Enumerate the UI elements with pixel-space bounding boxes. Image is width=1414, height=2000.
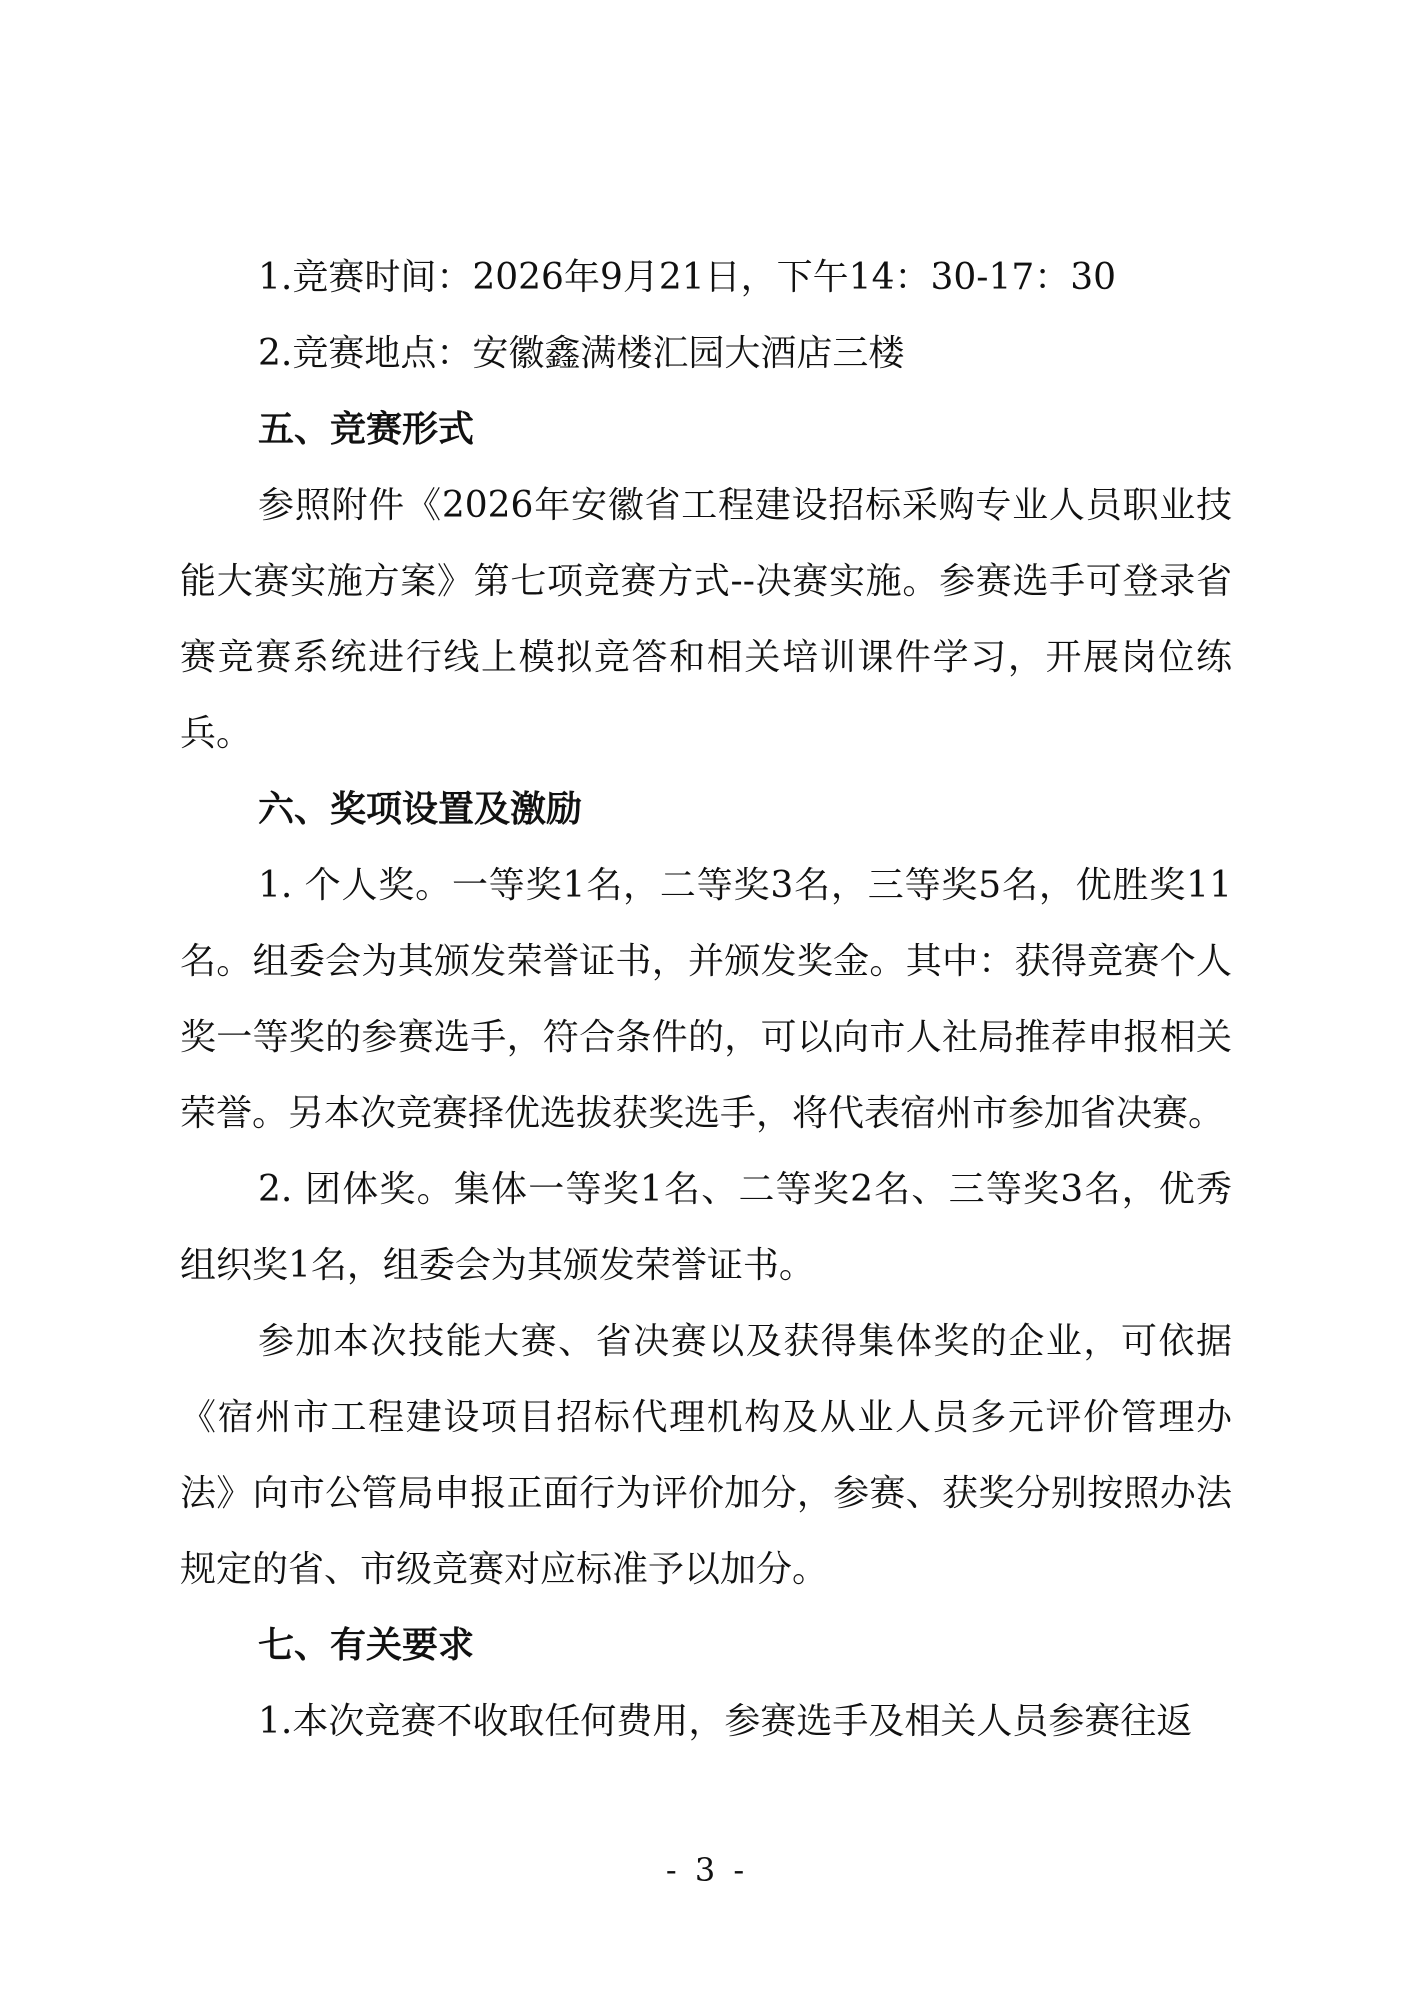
paragraph-bonus: 参加本次技能大赛、省决赛以及获得集体奖的企业，可依据《宿州市工程建设项目招标代理机构及从业人员多元评价管理办法》向市公管局申报正面行为评价加分，参赛、获奖分别按照办法规定的省、市级竞赛对应标准予以加分。: [180, 1321, 1232, 1590]
section-heading-5: 五、竞赛形式: [258, 409, 475, 450]
page-number: - 3 -: [665, 1851, 749, 1889]
paragraph-competition-time: 1.竞赛时间：2026年9月21日，下午14：30-17：30: [258, 257, 1117, 298]
section-heading-6: 六、奖项设置及激励: [258, 789, 583, 830]
paragraph-competition-form: 参照附件《2026年安徽省工程建设招标采购专业人员职业技能大赛实施方案》第七项竞赛方式--决赛实施。参赛选手可登录省赛竞赛系统进行线上模拟竞答和相关培训课件学习，开展岗位练兵。: [180, 485, 1232, 754]
paragraph-requirement-1: 1.本次竞赛不收取任何费用，参赛选手及相关人员参赛往返: [258, 1701, 1193, 1742]
paragraph-team-award: 2. 团体奖。集体一等奖1名、二等奖2名、三等奖3名，优秀组织奖1名，组委会为其颁发荣誉证书。: [180, 1169, 1232, 1286]
paragraph-competition-place: 2.竞赛地点：安徽鑫满楼汇园大酒店三楼: [258, 333, 905, 374]
paragraph-individual-award: 1. 个人奖。一等奖1名，二等奖3名，三等奖5名，优胜奖11名。组委会为其颁发荣誉证书，并颁发奖金。其中：获得竞赛个人奖一等奖的参赛选手，符合条件的，可以向市人社局推荐申报相关荣誉。另本次竞赛择优选拔获奖选手，将代表宿州市参加省决赛。: [180, 865, 1232, 1134]
section-heading-7: 七、有关要求: [258, 1625, 475, 1666]
document-body: [180, 240, 1232, 1760]
